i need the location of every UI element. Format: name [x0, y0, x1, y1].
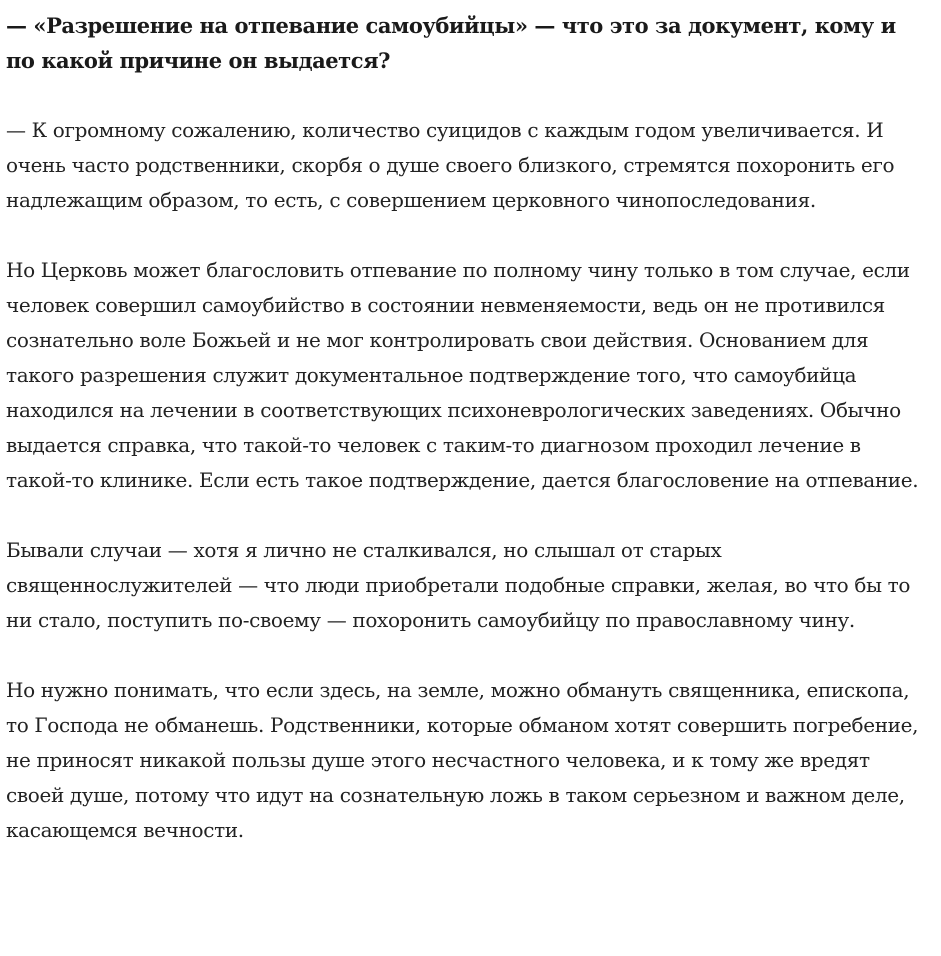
article-body: [6, 8, 931, 848]
answer-paragraph-3: Бывали случаи — хотя я лично не сталкивался, но слышал от старых священнослужителей — что люди приобретали подобные справки, желая, во что бы то ни стало, поступить по-своему — похоронить самоубийцу по православному чину.: [6, 538, 911, 632]
answer-paragraph-2: Но Церковь может благословить отпевание по полному чину только в том случае, если человек совершил самоубийство в состоянии невменяемости, ведь он не противился сознательно воле Божьей и не мог контролировать свои действия. Основанием для такого разрешения служит документальное подтверждение того, что самоубийца находился на лечении в соответствующих психоневрологических заведениях. Обычно выдается справка, что такой-то человек с таким-то диагнозом проходил лечение в такой-то клинике. Если есть такое подтверждение, дается благословение на отпевание.: [6, 258, 919, 492]
answer-paragraph-1: — К огромному сожалению, количество суицидов с каждым годом увеличивается. И очень часто родственники, скорбя о душе своего близкого, стремятся похоронить его надлежащим образом, то есть, с совершением церковного чинопоследования.: [6, 118, 895, 212]
answer-paragraph-4: Но нужно понимать, что если здесь, на земле, можно обмануть священника, епископа, то Господа не обманешь. Родственники, которые обманом хотят совершить погребение, не приносят никакой пользы душе этого несчастного человека, и к тому же вредят своей душе, потому что идут на сознательную ложь в таком серьезном и важном деле, касающемся вечности.: [6, 678, 919, 842]
interview-question: — «Разрешение на отпевание самоубийцы» — что это за документ, кому и по какой причине он выдается?: [6, 13, 896, 73]
